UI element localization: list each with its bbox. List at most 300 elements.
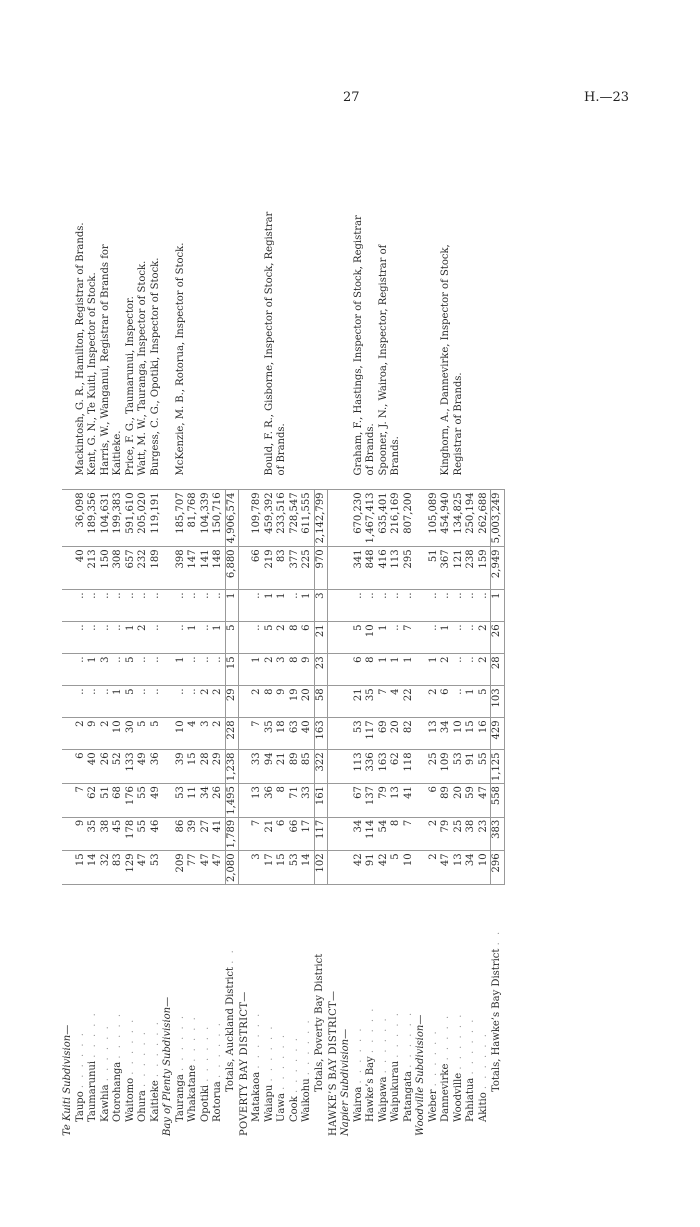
document-reference: H.—23 (583, 90, 629, 105)
flock-size-cell: 1,125 (491, 750, 505, 784)
leader-dots: . . . . . . (301, 1018, 312, 1076)
totals-row (225, 173, 239, 1140)
flock-size-cell: 7 (251, 718, 264, 750)
row-label: Tauranga (174, 1074, 186, 1122)
flock-size-cell: .. (465, 654, 478, 686)
officer-cell: Spooner, J. N., Wairoa, Inspector, Registrar of (378, 173, 391, 490)
flock-size-cell: 91 (365, 851, 378, 885)
flock-size-cell: 21 (353, 686, 366, 718)
flock-size-cell: 1 (225, 590, 239, 622)
flock-size-cell: .. (465, 590, 478, 622)
table-row (150, 173, 163, 1140)
flock-size-cell: .. (440, 590, 453, 622)
row-label: Kawhia (99, 1084, 111, 1122)
flock-size-cell: 14 (301, 851, 314, 885)
flock-size-cell: 35 (87, 817, 100, 851)
row-label-cell (440, 885, 453, 1141)
flock-size-cell: 29 (225, 686, 239, 718)
row-label: Whakatane (187, 1064, 198, 1122)
flock-size-cell: 1 (491, 590, 505, 622)
flock-size-cell: 1 (251, 654, 264, 686)
row-label-cell (365, 885, 378, 1141)
owner-total-cell: 189 (150, 547, 163, 590)
flock-size-cell: 55 (478, 750, 491, 784)
sheep-count-cell: 109,789 (251, 490, 264, 547)
sheep-count-cell: 233,516 (276, 490, 289, 547)
flock-size-cell: 53 (175, 784, 188, 818)
table-row (289, 173, 302, 1140)
flock-size-cell: 17 (264, 851, 277, 885)
flock-size-cell (162, 590, 175, 622)
flock-size-cell: .. (200, 590, 213, 622)
owner-total-cell: 848 (365, 547, 378, 590)
flock-size-cell (239, 750, 252, 784)
flock-size-cell: .. (378, 590, 391, 622)
flock-size-cell: 3 (100, 654, 113, 686)
flock-size-cell (239, 784, 252, 818)
row-label: Uawa (276, 1093, 287, 1122)
leader-dots: . . (490, 929, 502, 946)
officer-cell (187, 173, 200, 490)
owner-total-cell (239, 547, 252, 590)
leader-dots: . . . . . . (263, 1024, 275, 1082)
flock-size-cell (328, 686, 341, 718)
flock-size-cell (340, 622, 353, 654)
totals-row (314, 173, 328, 1140)
row-label-cell (328, 885, 341, 1141)
flock-size-cell: 17 (301, 817, 314, 851)
flock-size-cell: 1 (264, 590, 277, 622)
stock-returns-table (62, 173, 505, 1140)
flock-size-cell: 35 (365, 686, 378, 718)
flock-size-cell: 5 (150, 718, 163, 750)
flock-size-cell: .. (112, 590, 125, 622)
flock-size-cell: 85 (301, 750, 314, 784)
row-label: Cook (288, 1096, 300, 1122)
sheep-count-cell: 105,089 (428, 490, 441, 547)
owner-total-cell: 367 (440, 547, 453, 590)
leader-dots: . . . . . . (99, 1024, 111, 1082)
flock-size-cell: 117 (314, 817, 328, 851)
flock-size-cell (62, 784, 75, 818)
flock-size-cell: 2 (264, 654, 277, 686)
flock-size-cell: 5 (353, 622, 366, 654)
flock-size-cell: 1,789 (225, 817, 239, 851)
officer-cell: Burgess, C. G., Opotiki, Inspector of Stock. (150, 173, 163, 490)
sheep-count-cell (415, 490, 428, 547)
flock-size-cell: 89 (289, 750, 302, 784)
officer-cell: Bould, F. R., Gisborne, Inspector of Stock, Registrar (264, 173, 277, 490)
officer-cell: Harris, W., Wanganui, Registrar of Brands for (100, 173, 113, 490)
flock-size-cell: 40 (301, 718, 314, 750)
row-label: Totals, Auckland District (225, 966, 236, 1092)
owner-total-cell: 219 (264, 547, 277, 590)
section-heading-row (328, 173, 341, 1140)
flock-size-cell (62, 750, 75, 784)
flock-size-cell: 34 (200, 784, 213, 818)
flock-size-cell: 114 (365, 817, 378, 851)
flock-size-cell: 1 (378, 654, 391, 686)
flock-size-cell: 68 (112, 784, 125, 818)
flock-size-cell: 1 (112, 686, 125, 718)
sheep-count-cell: 807,200 (403, 490, 416, 547)
flock-size-cell: 6 (301, 622, 314, 654)
sheep-count-cell: 262,688 (478, 490, 491, 547)
flock-size-cell (62, 654, 75, 686)
flock-size-cell: 62 (390, 750, 403, 784)
table-row (125, 173, 138, 1140)
flock-size-cell: 8 (390, 817, 403, 851)
row-label: Waipawa (377, 1076, 389, 1122)
table-row (100, 173, 113, 1140)
flock-size-cell: 5 (137, 718, 150, 750)
flock-size-cell: 36 (264, 784, 277, 818)
row-label: Hawke’s Bay (365, 1056, 376, 1122)
flock-size-cell: 26 (100, 750, 113, 784)
flock-size-cell: 178 (125, 817, 138, 851)
flock-size-cell: 47 (200, 851, 213, 885)
flock-size-cell: 38 (465, 817, 478, 851)
flock-size-cell: 2 (137, 622, 150, 654)
flock-size-cell (340, 654, 353, 686)
owner-total-cell: 121 (453, 547, 466, 590)
leader-dots: . . . . . (365, 1006, 376, 1054)
leader-dots: . . . . . . (477, 1032, 489, 1090)
officer-cell (301, 173, 314, 490)
section-heading-row (162, 173, 175, 1140)
row-label: Taumarunui (87, 1060, 98, 1122)
row-label: Bay of Plenty Subdivision— (162, 996, 173, 1136)
row-label-cell (100, 885, 113, 1141)
flock-size-cell (328, 654, 341, 686)
flock-size-cell (328, 851, 341, 885)
flock-size-cell: .. (112, 654, 125, 686)
flock-size-cell: 1 (276, 590, 289, 622)
table-row (175, 173, 188, 1140)
row-label: Waikohu (301, 1078, 312, 1122)
owner-total-cell: 398 (175, 547, 188, 590)
officer-cell (428, 173, 441, 490)
flock-size-cell (328, 590, 341, 622)
table-row (212, 173, 225, 1140)
row-label: Wairoa (352, 1086, 364, 1122)
flock-size-cell: 163 (314, 718, 328, 750)
officer-cell (328, 173, 341, 490)
flock-size-cell: 69 (378, 718, 391, 750)
flock-size-cell: 21 (314, 622, 328, 654)
flock-size-cell: .. (87, 590, 100, 622)
sheep-count-cell (239, 490, 252, 547)
flock-size-cell: .. (428, 590, 441, 622)
flock-size-cell: 47 (440, 851, 453, 885)
flock-size-cell: 6 (440, 686, 453, 718)
flock-size-cell: 5 (225, 622, 239, 654)
row-label-cell (428, 885, 441, 1141)
flock-size-cell: 176 (125, 784, 138, 818)
flock-size-cell: 71 (289, 784, 302, 818)
flock-size-cell: 22 (403, 686, 416, 718)
owner-total-cell: 416 (378, 547, 391, 590)
row-label: Weber (427, 1089, 439, 1122)
section-heading-row (62, 173, 75, 1140)
row-label-cell (465, 885, 478, 1141)
officer-cell: of Brands. (276, 173, 289, 490)
rotated-stock-table (62, 100, 622, 1140)
sheep-count-cell: 134,825 (453, 490, 466, 547)
row-label: Taupo (74, 1091, 86, 1122)
flock-size-cell: 3 (314, 590, 328, 622)
section-heading-row (415, 173, 428, 1140)
officer-cell (239, 173, 252, 490)
flock-size-cell: 20 (390, 718, 403, 750)
flock-size-cell: 49 (150, 784, 163, 818)
leader-dots: . . . . . . (199, 1024, 211, 1082)
flock-size-cell: 1 (87, 654, 100, 686)
sheep-count-cell: 199,383 (112, 490, 125, 547)
leader-dots: . . . . . (440, 1013, 451, 1061)
flock-size-cell (162, 718, 175, 750)
flock-size-cell: .. (465, 622, 478, 654)
flock-size-cell: .. (150, 654, 163, 686)
owner-total-cell: 970 (314, 547, 328, 590)
sheep-count-cell: 189,356 (87, 490, 100, 547)
flock-size-cell: 23 (478, 817, 491, 851)
flock-size-cell (328, 750, 341, 784)
row-label-cell (390, 885, 403, 1141)
flock-size-cell: .. (453, 654, 466, 686)
flock-size-cell: 102 (314, 851, 328, 885)
flock-size-cell (162, 654, 175, 686)
flock-size-cell: 77 (187, 851, 200, 885)
flock-size-cell: .. (175, 622, 188, 654)
row-label: Pahiatua (465, 1077, 476, 1122)
flock-size-cell: 1 (428, 654, 441, 686)
flock-size-cell (62, 851, 75, 885)
row-label-cell (276, 885, 289, 1141)
sheep-count-cell: 591,610 (125, 490, 138, 547)
flock-size-cell (415, 817, 428, 851)
flock-size-cell: 2,080 (225, 851, 239, 885)
sheep-count-cell (328, 490, 341, 547)
flock-size-cell: 10 (453, 718, 466, 750)
flock-size-cell: .. (137, 686, 150, 718)
table-row (365, 173, 378, 1140)
row-label: POVERTY BAY DISTRICT— (238, 991, 250, 1136)
flock-size-cell: 39 (187, 817, 200, 851)
sheep-count-cell: 728,547 (289, 490, 302, 547)
row-label-cell (62, 885, 75, 1141)
owner-total-cell: 147 (187, 547, 200, 590)
flock-size-cell: 2 (478, 622, 491, 654)
table-row (264, 173, 277, 1140)
flock-size-cell: 429 (491, 718, 505, 750)
flock-size-cell: .. (200, 654, 213, 686)
flock-size-cell (239, 686, 252, 718)
flock-size-cell: 15 (225, 654, 239, 686)
flock-size-cell: 13 (453, 851, 466, 885)
sheep-count-cell: 81,768 (187, 490, 200, 547)
officer-cell: Price, F. G., Taumarunui, Inspector. (125, 173, 138, 490)
row-label: Matakaoa (251, 1071, 262, 1122)
sheep-count-cell (340, 490, 353, 547)
flock-size-cell: 10 (403, 851, 416, 885)
row-label-cell (340, 885, 353, 1141)
flock-size-cell: 209 (175, 851, 188, 885)
leader-dots: . . . . . (87, 1011, 98, 1058)
flock-size-cell: 1 (301, 590, 314, 622)
flock-size-cell: 7 (75, 784, 88, 818)
flock-size-cell: 109 (440, 750, 453, 784)
flock-size-cell: 8 (264, 686, 277, 718)
officer-cell (340, 173, 353, 490)
flock-size-cell (415, 718, 428, 750)
sheep-count-cell: 5,003,249 (491, 490, 505, 547)
owner-total-cell: 295 (403, 547, 416, 590)
owner-total-cell: 341 (353, 547, 366, 590)
table-row (453, 173, 466, 1140)
flock-size-cell: .. (453, 622, 466, 654)
flock-size-cell: .. (212, 654, 225, 686)
row-label-cell (112, 885, 125, 1141)
flock-size-cell: 8 (276, 784, 289, 818)
flock-size-cell (415, 750, 428, 784)
table-row (112, 173, 125, 1140)
officer-cell (314, 173, 328, 490)
table-row (353, 173, 366, 1140)
flock-size-cell: 79 (440, 817, 453, 851)
flock-size-cell: .. (251, 590, 264, 622)
flock-size-cell: 9 (87, 718, 100, 750)
flock-size-cell: .. (175, 590, 188, 622)
owner-total-cell (328, 547, 341, 590)
table-row (378, 173, 391, 1140)
flock-size-cell: 53 (289, 851, 302, 885)
officer-cell: of Brands. (365, 173, 378, 490)
row-label: Te Kuiti Subdivision— (62, 1024, 73, 1136)
flock-size-cell: 2 (428, 851, 441, 885)
leader-dots: . . . . . . (74, 1031, 86, 1089)
officer-cell (212, 173, 225, 490)
flock-size-cell: 1 (465, 686, 478, 718)
flock-size-cell: 18 (276, 718, 289, 750)
flock-size-cell: .. (100, 622, 113, 654)
row-label-cell (478, 885, 491, 1141)
row-label: Dannevirke (440, 1063, 451, 1122)
flock-size-cell: 33 (301, 784, 314, 818)
leader-dots: . . . . . . (149, 1020, 161, 1078)
flock-size-cell (328, 622, 341, 654)
flock-size-cell: 2 (478, 654, 491, 686)
flock-size-cell: 15 (276, 851, 289, 885)
flock-size-cell: .. (453, 590, 466, 622)
sheep-count-cell: 185,707 (175, 490, 188, 547)
row-label-cell (289, 885, 302, 1141)
flock-size-cell (62, 590, 75, 622)
table-row (75, 173, 88, 1140)
flock-size-cell: 5 (478, 686, 491, 718)
flock-size-cell: .. (478, 590, 491, 622)
flock-size-cell: .. (251, 622, 264, 654)
flock-size-cell: 1 (125, 622, 138, 654)
officer-cell (251, 173, 264, 490)
flock-size-cell: 49 (137, 750, 150, 784)
flock-size-cell: 6 (428, 784, 441, 818)
sheep-count-cell: 250,194 (465, 490, 478, 547)
flock-size-cell (162, 784, 175, 818)
row-label-cell (239, 885, 252, 1141)
flock-size-cell: 42 (378, 851, 391, 885)
row-label: Totals, Hawke’s Bay District (490, 948, 502, 1092)
flock-size-cell: 19 (289, 686, 302, 718)
flock-size-cell: 34 (465, 851, 478, 885)
sheep-count-cell (162, 490, 175, 547)
row-label-cell (491, 885, 505, 1141)
flock-size-cell (62, 686, 75, 718)
flock-size-cell: 89 (440, 784, 453, 818)
row-label-cell (301, 885, 314, 1141)
flock-size-cell: 5 (125, 686, 138, 718)
sheep-count-cell: 119,191 (150, 490, 163, 547)
flock-size-cell: 40 (87, 750, 100, 784)
flock-size-cell: 118 (403, 750, 416, 784)
flock-size-cell: 30 (125, 718, 138, 750)
row-label-cell (187, 885, 200, 1141)
flock-size-cell: .. (187, 590, 200, 622)
flock-size-cell: 1,238 (225, 750, 239, 784)
sheep-count-cell: 670,230 (353, 490, 366, 547)
row-label: Opotiki (199, 1084, 211, 1122)
flock-size-cell: .. (390, 622, 403, 654)
flock-size-cell: 6 (276, 817, 289, 851)
flock-size-cell: 336 (365, 750, 378, 784)
owner-total-cell: 308 (112, 547, 125, 590)
leader-dots: . . . . . (112, 1011, 123, 1059)
flock-size-cell (62, 817, 75, 851)
flock-size-cell (62, 622, 75, 654)
flock-size-cell: .. (428, 622, 441, 654)
row-label-cell (264, 885, 277, 1141)
flock-size-cell: .. (150, 590, 163, 622)
flock-size-cell (162, 750, 175, 784)
officer-cell (225, 173, 239, 490)
flock-size-cell: 86 (175, 817, 188, 851)
flock-size-cell: 13 (390, 784, 403, 818)
row-label-cell (150, 885, 163, 1141)
flock-size-cell (340, 686, 353, 718)
sheep-count-cell: 2,142,799 (314, 490, 328, 547)
officer-cell: Kinghorn, A., Dannevirke, Inspector of Stock, (440, 173, 453, 490)
flock-size-cell: 558 (491, 784, 505, 818)
flock-size-cell: 4 (187, 718, 200, 750)
flock-size-cell: 51 (100, 784, 113, 818)
owner-total-cell: 2,949 (491, 547, 505, 590)
flock-size-cell: 11 (187, 784, 200, 818)
flock-size-cell (162, 851, 175, 885)
leader-dots: . . (225, 948, 236, 964)
flock-size-cell: 9 (301, 654, 314, 686)
flock-size-cell: 29 (212, 750, 225, 784)
row-label-cell (212, 885, 225, 1141)
table-row (465, 173, 478, 1140)
flock-size-cell: 2 (428, 686, 441, 718)
owner-total-cell: 66 (251, 547, 264, 590)
flock-size-cell: .. (353, 590, 366, 622)
flock-size-cell: 66 (289, 817, 302, 851)
row-label-cell (225, 885, 239, 1141)
flock-size-cell: 228 (225, 718, 239, 750)
flock-size-cell: 7 (403, 817, 416, 851)
officer-cell: Brands. (390, 173, 403, 490)
